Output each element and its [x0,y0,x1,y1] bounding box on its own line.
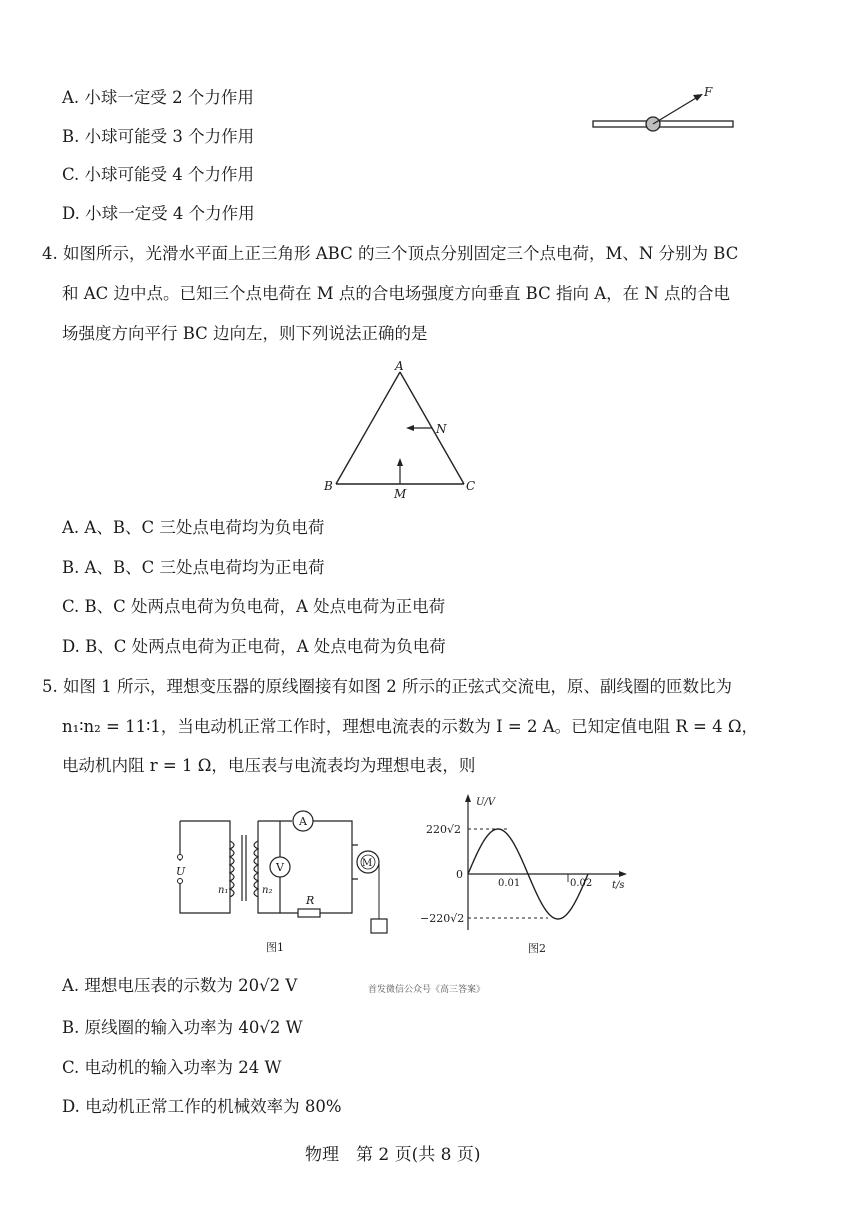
midpoint-m-label: M [394,487,407,501]
x-tick-0.01: 0.01 [498,878,521,889]
secondary-turns-label: n₂ [262,885,273,896]
q5-voltage-graph [418,790,638,955]
y-max-label: 220√2 [426,823,462,836]
origin-label: 0 [456,868,463,881]
x-axis-label: t/s [612,880,625,891]
q4-option-d: D. B、C 处两点电荷为正电荷，A 处点电荷为负电荷 [62,637,446,656]
watermark-text: 首发微信公众号《高三答案》 [368,985,486,995]
vertex-c-label: C [466,479,476,493]
q5-option-d: D. 电动机正常工作的机械效率为 80% [62,1097,342,1116]
q3-rod-figure [585,80,745,140]
voltmeter-label: V [276,861,284,874]
q4-triangle-figure [318,356,488,501]
q4-stem-line3: 场强度方向平行 BC 边向左，则下列说法正确的是 [62,324,428,343]
y-min-label: −220√2 [420,912,465,925]
vertex-a-label: A [395,359,404,373]
motor-label: M [362,858,373,869]
q5-option-b: B. 原线圈的输入功率为 40√2 W [62,1018,303,1037]
q4-option-c: C. B、C 处两点电荷为负电荷，A 处点电荷为正电荷 [62,597,446,616]
ammeter-label: A [299,815,307,828]
q5-stem-line3: 电动机内阻 r = 1 Ω，电压表与电流表均为理想电表，则 [62,756,476,775]
q4-stem-line2: 和 AC 边中点。已知三个点电荷在 M 点的合电场强度方向垂直 BC 指向 A，在 N 点的合电 [62,284,731,303]
fig2-caption: 图2 [528,942,546,955]
q4-option-a: A. A、B、C 三处点电荷均为负电荷 [62,518,325,537]
resistor-label: R [306,894,315,907]
q3-option-a: A. 小球一定受 2 个力作用 [62,88,254,107]
x-tick-0.02: 0.02 [570,878,593,889]
source-u-label: U [176,865,186,878]
midpoint-n-label: N [436,422,447,436]
q5-stem-line1: 5. 如图 1 所示，理想变压器的原线圈接有如图 2 所示的正弦式交流电，原、副线圈的匝数比为 [42,677,732,696]
page-footer: 物理 第 2 页(共 8 页) [305,1145,481,1165]
q3-option-c: C. 小球可能受 4 个力作用 [62,165,255,184]
q3-option-b: B. 小球可能受 3 个力作用 [62,127,255,146]
force-label: F [704,85,713,99]
q4-stem-line1: 4. 如图所示，光滑水平面上正三角形 ABC 的三个顶点分别固定三个点电荷，M、N 分别为 BC [42,244,739,263]
q5-circuit-figure [170,805,400,955]
fig1-caption: 图1 [266,941,284,954]
q5-option-a: A. 理想电压表的示数为 20√2 V [62,976,298,995]
q4-option-b: B. A、B、C 三处点电荷均为正电荷 [62,558,325,577]
q3-option-d: D. 小球一定受 4 个力作用 [62,204,255,223]
q5-stem-line2: n₁∶n₂ = 11∶1，当电动机正常工作时，理想电流表的示数为 I = 2 A。已知定值电阻 R = 4 Ω， [62,717,759,736]
q5-option-c: C. 电动机的输入功率为 24 W [62,1058,282,1077]
vertex-b-label: B [324,479,333,493]
y-axis-label: U/V [476,797,496,808]
primary-turns-label: n₁ [218,885,229,896]
